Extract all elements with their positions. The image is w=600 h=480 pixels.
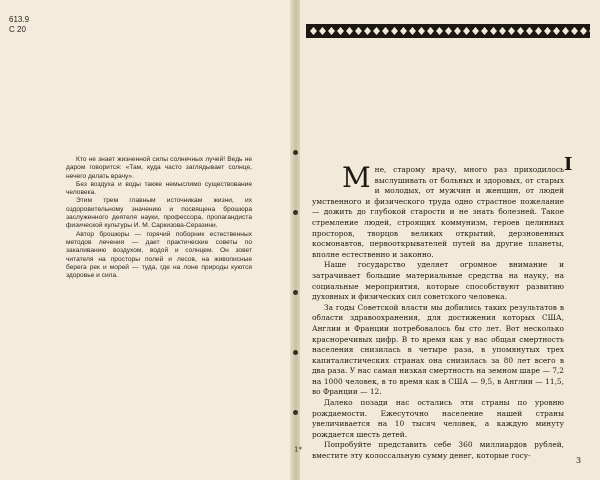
body-paragraph: Наше государство уделяет огромное внимание и затрачивает большие материальные средства на науку, на социальные мероприятия, которые способствуют развитию духовных и физических сил советского человека.: [312, 260, 564, 302]
binding-hole: [293, 150, 298, 155]
binding-hole: [293, 210, 298, 215]
binding-hole: [293, 290, 298, 295]
body-paragraph: За годы Советской власти мы добились таких результатов в области здравоохранения, для достижения которых США, Англии и Франции потребовалось бы сто лет. Вот несколько красноречивых цифр. В то время как у нас общая смертность населения снизилась в четыре раза, в упомянутых трех капиталистических странах она снизилась за 80 лет всего в два раза. У нас самая низкая смертность на земном шаре — 7,2 на 1000 человек, в то время как в США — 9,5, в Англии — 11,5, во Франции — 12.: [312, 302, 564, 397]
first-paragraph: [312, 161, 564, 260]
catalog-number: 613.9: [9, 15, 30, 24]
catalog-letter: С 20: [9, 25, 26, 34]
drop-cap: М: [342, 161, 371, 194]
left-page: [0, 0, 292, 480]
abstract-paragraph: Без воздуха и воды также немыслимо существование человека.: [66, 180, 252, 197]
page-number: 3: [576, 456, 582, 465]
abstract-paragraph: Автор брошюры — горячий поборник естественных методов лечения — дает практические советы по закаливанию воздухом, водой и солнцем. Он зовет читателя на просторы полей и лесов, на живописные берега рек и морей — туда, где на лоне природы куются здоровье и сила.: [66, 230, 252, 280]
chapter-body: [312, 161, 564, 462]
ornamental-border: [306, 24, 590, 38]
book-abstract: [66, 156, 252, 280]
abstract-paragraph: Кто не знает жизненной силы солнечных лучей! Ведь не даром говорится: «Там, куда часто заглядывает солнце, нечего делать врачу».: [66, 156, 252, 180]
binding-hole: [293, 350, 298, 355]
ornament-diamond-band: [306, 24, 590, 38]
first-paragraph-text: не, старому врачу, много раз приходилось выслушивать от больных и здоровых, от старых и молодых, от мужчин и женщин, от людей умственного и физического труда одно страстное пожелание — дожить до глубокой старости и не знать болезней. Такое стремление людей, строящих коммунизм, героев целинных просторов, творцов великих открытий, дерзновенных космонавтов, первооткрывателей путей на другие планеты, вполне естественно и законно.: [312, 165, 564, 259]
body-paragraph: Попробуйте представить себе 360 миллиардов рублей, вместите эту колоссальную сумму денег, которые госу-: [312, 440, 564, 461]
chapter-number: I: [564, 154, 573, 175]
catalog-code: [9, 15, 29, 35]
signature-mark: 1*: [294, 446, 302, 454]
body-paragraph: Далеко позади нас остались эти страны по уровню рождаемости. Ежесуточно население нашей страны увеличивается на 10 тысяч человек, а каждую минуту рождается шесть детей.: [312, 398, 564, 439]
binding-hole: [293, 410, 298, 415]
abstract-paragraph: Этим трем главным источникам жизни, их оздоровительному значению и посвящена брошюра заслуженного деятеля науки, профессора, пропагандиста физической культуры И. М. Саркизова-Серазини.: [66, 197, 252, 230]
